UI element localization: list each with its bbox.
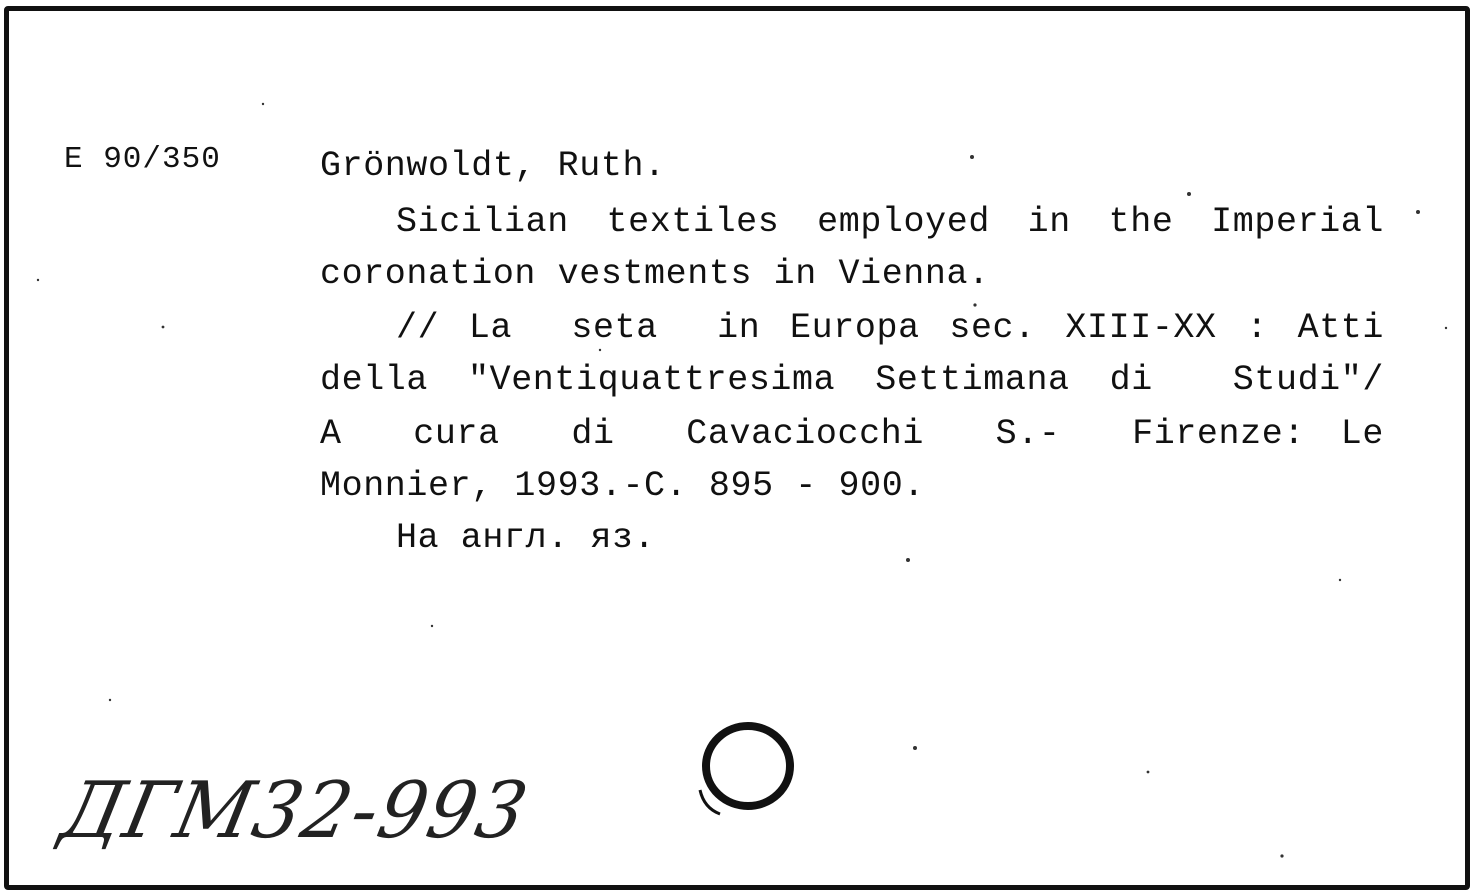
title-line-1: Sicilian textiles employed in the Imperial (396, 202, 1384, 242)
shelf-mark: E 90/350 (64, 142, 221, 177)
language-note: На англ. яз. (396, 518, 656, 558)
source-line-4: Monnier, 1993.-C. 895 - 900. (320, 466, 925, 506)
handwritten-inventory-code: ДГМ32-993 (54, 765, 537, 856)
author-line: Grönwoldt, Ruth. (320, 146, 666, 186)
source-line-2: della "Ventiquattresima Settimana di Studi"/ (320, 360, 1384, 400)
source-line-1: // La seta in Europa sec. XIII-XX : Atti (396, 308, 1384, 348)
title-line-2: coronation vestments in Vienna. (320, 254, 990, 294)
source-line-3: A cura di Cavaciocchi S.- Firenze: Le (320, 414, 1384, 454)
